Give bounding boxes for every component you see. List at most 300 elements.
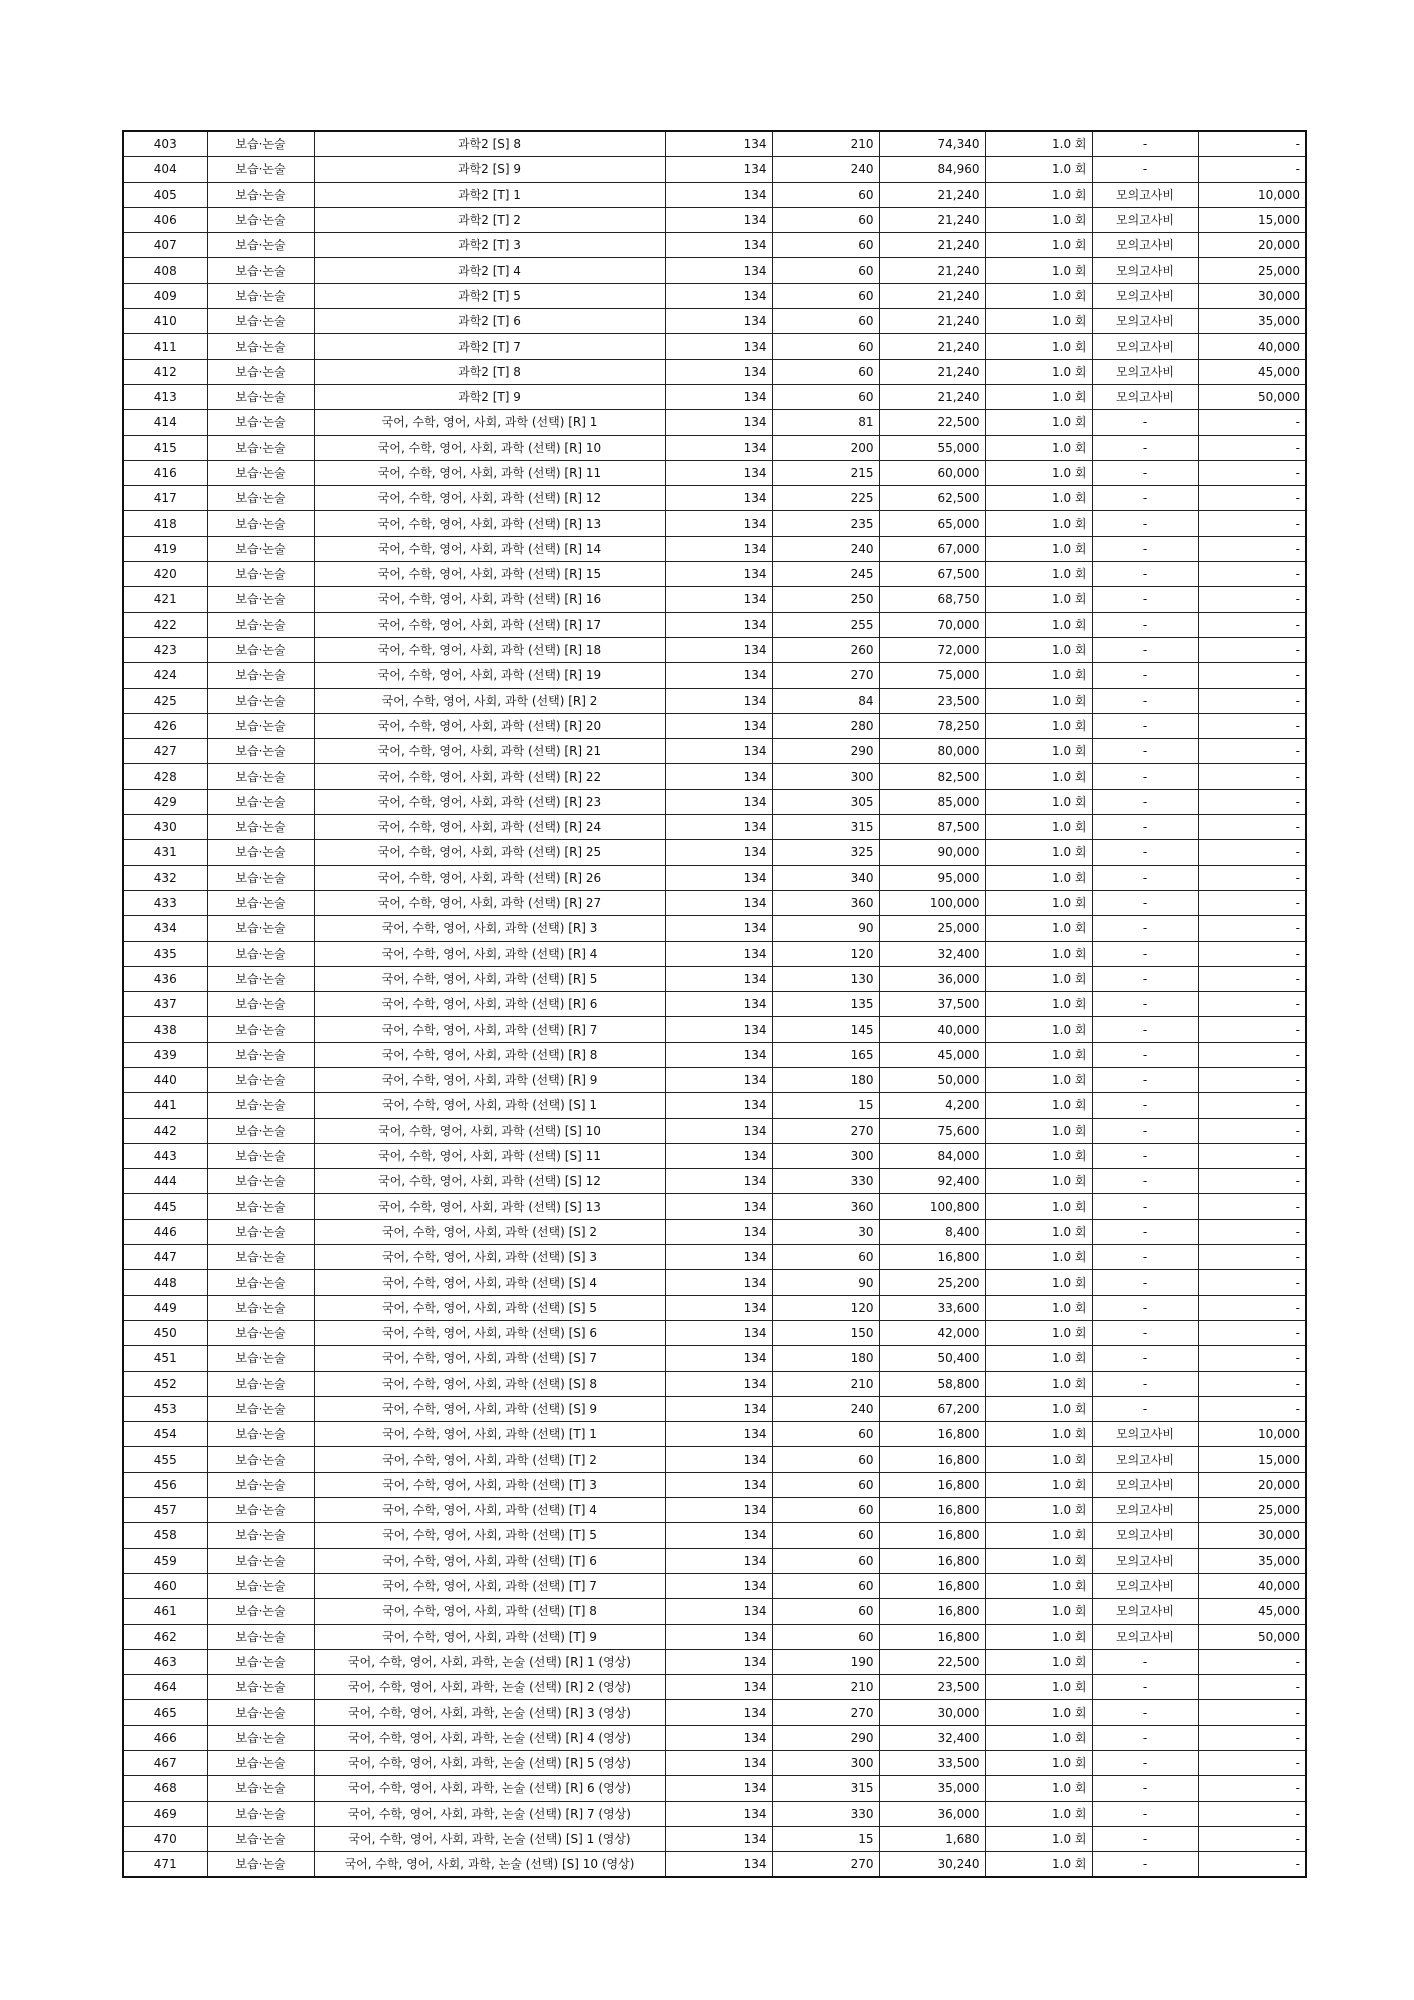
extra-item-cell: - bbox=[1092, 941, 1198, 966]
code-cell: 134 bbox=[665, 1725, 772, 1750]
fee-cell: 25,000 bbox=[879, 916, 985, 941]
category-cell: 보습·논술 bbox=[207, 1017, 314, 1042]
code-cell: 134 bbox=[665, 941, 772, 966]
frequency-cell: 1.0 회 bbox=[985, 334, 1092, 359]
row-number: 415 bbox=[123, 435, 207, 460]
code-cell: 134 bbox=[665, 410, 772, 435]
minutes-cell: 60 bbox=[772, 334, 879, 359]
fee-cell: 84,960 bbox=[879, 157, 985, 182]
code-cell: 134 bbox=[665, 283, 772, 308]
code-cell: 134 bbox=[665, 612, 772, 637]
code-cell: 134 bbox=[665, 1270, 772, 1295]
row-number: 458 bbox=[123, 1523, 207, 1548]
minutes-cell: 270 bbox=[772, 1700, 879, 1725]
fee-cell: 1,680 bbox=[879, 1826, 985, 1851]
category-cell: 보습·논술 bbox=[207, 1118, 314, 1143]
extra-item-cell: - bbox=[1092, 688, 1198, 713]
extra-amount-cell: 50,000 bbox=[1198, 1624, 1306, 1649]
extra-amount-cell: - bbox=[1198, 1371, 1306, 1396]
extra-item-cell: 모의고사비 bbox=[1092, 1624, 1198, 1649]
frequency-cell: 1.0 회 bbox=[985, 865, 1092, 890]
minutes-cell: 190 bbox=[772, 1649, 879, 1674]
table-row bbox=[123, 612, 1306, 637]
table-row bbox=[123, 1548, 1306, 1573]
course-name-cell: 국어, 수학, 영어, 사회, 과학 (선택) [T] 5 bbox=[314, 1523, 665, 1548]
fee-cell: 75,000 bbox=[879, 663, 985, 688]
table-row bbox=[123, 890, 1306, 915]
minutes-cell: 145 bbox=[772, 1017, 879, 1042]
table-row bbox=[123, 1624, 1306, 1649]
frequency-cell: 1.0 회 bbox=[985, 941, 1092, 966]
extra-amount-cell: - bbox=[1198, 1320, 1306, 1345]
code-cell: 134 bbox=[665, 739, 772, 764]
frequency-cell: 1.0 회 bbox=[985, 258, 1092, 283]
minutes-cell: 60 bbox=[772, 258, 879, 283]
category-cell: 보습·논술 bbox=[207, 1675, 314, 1700]
extra-item-cell: 모의고사비 bbox=[1092, 1472, 1198, 1497]
category-cell: 보습·논술 bbox=[207, 1573, 314, 1598]
extra-item-cell: - bbox=[1092, 1118, 1198, 1143]
minutes-cell: 120 bbox=[772, 941, 879, 966]
frequency-cell: 1.0 회 bbox=[985, 1093, 1092, 1118]
code-cell: 134 bbox=[665, 1573, 772, 1598]
minutes-cell: 270 bbox=[772, 663, 879, 688]
fee-table bbox=[122, 130, 1307, 1878]
extra-amount-cell: - bbox=[1198, 460, 1306, 485]
frequency-cell: 1.0 회 bbox=[985, 1017, 1092, 1042]
category-cell: 보습·논술 bbox=[207, 1498, 314, 1523]
table-row bbox=[123, 1346, 1306, 1371]
category-cell: 보습·논술 bbox=[207, 966, 314, 991]
row-number: 448 bbox=[123, 1270, 207, 1295]
frequency-cell: 1.0 회 bbox=[985, 1270, 1092, 1295]
course-name-cell: 국어, 수학, 영어, 사회, 과학 (선택) [R] 15 bbox=[314, 562, 665, 587]
course-name-cell: 국어, 수학, 영어, 사회, 과학, 논술 (선택) [R] 5 (영상) bbox=[314, 1751, 665, 1776]
frequency-cell: 1.0 회 bbox=[985, 562, 1092, 587]
extra-item-cell: - bbox=[1092, 460, 1198, 485]
frequency-cell: 1.0 회 bbox=[985, 1675, 1092, 1700]
extra-item-cell: - bbox=[1092, 1042, 1198, 1067]
course-name-cell: 국어, 수학, 영어, 사회, 과학 (선택) [R] 20 bbox=[314, 713, 665, 738]
fee-cell: 75,600 bbox=[879, 1118, 985, 1143]
code-cell: 134 bbox=[665, 1346, 772, 1371]
extra-item-cell: - bbox=[1092, 1801, 1198, 1826]
table-row bbox=[123, 1725, 1306, 1750]
code-cell: 134 bbox=[665, 587, 772, 612]
course-name-cell: 국어, 수학, 영어, 사회, 과학 (선택) [R] 2 bbox=[314, 688, 665, 713]
category-cell: 보습·논술 bbox=[207, 1093, 314, 1118]
frequency-cell: 1.0 회 bbox=[985, 309, 1092, 334]
extra-amount-cell: - bbox=[1198, 511, 1306, 536]
minutes-cell: 60 bbox=[772, 1422, 879, 1447]
minutes-cell: 60 bbox=[772, 207, 879, 232]
category-cell: 보습·논술 bbox=[207, 283, 314, 308]
table-row bbox=[123, 233, 1306, 258]
category-cell: 보습·논술 bbox=[207, 1548, 314, 1573]
code-cell: 134 bbox=[665, 789, 772, 814]
minutes-cell: 180 bbox=[772, 1346, 879, 1371]
course-name-cell: 과학2 [T] 1 bbox=[314, 182, 665, 207]
course-name-cell: 과학2 [T] 6 bbox=[314, 309, 665, 334]
extra-item-cell: - bbox=[1092, 992, 1198, 1017]
row-number: 403 bbox=[123, 131, 207, 157]
course-name-cell: 국어, 수학, 영어, 사회, 과학 (선택) [R] 3 bbox=[314, 916, 665, 941]
course-name-cell: 과학2 [T] 9 bbox=[314, 384, 665, 409]
code-cell: 134 bbox=[665, 207, 772, 232]
course-name-cell: 국어, 수학, 영어, 사회, 과학 (선택) [T] 8 bbox=[314, 1599, 665, 1624]
category-cell: 보습·논술 bbox=[207, 309, 314, 334]
fee-cell: 8,400 bbox=[879, 1219, 985, 1244]
category-cell: 보습·논술 bbox=[207, 1067, 314, 1092]
row-number: 407 bbox=[123, 233, 207, 258]
extra-item-cell: - bbox=[1092, 966, 1198, 991]
row-number: 432 bbox=[123, 865, 207, 890]
row-number: 429 bbox=[123, 789, 207, 814]
table-row bbox=[123, 1143, 1306, 1168]
table-row bbox=[123, 1219, 1306, 1244]
minutes-cell: 60 bbox=[772, 1245, 879, 1270]
minutes-cell: 210 bbox=[772, 1675, 879, 1700]
category-cell: 보습·논술 bbox=[207, 764, 314, 789]
fee-cell: 36,000 bbox=[879, 966, 985, 991]
fee-cell: 16,800 bbox=[879, 1548, 985, 1573]
frequency-cell: 1.0 회 bbox=[985, 1649, 1092, 1674]
course-name-cell: 과학2 [T] 7 bbox=[314, 334, 665, 359]
frequency-cell: 1.0 회 bbox=[985, 1498, 1092, 1523]
category-cell: 보습·논술 bbox=[207, 1472, 314, 1497]
fee-cell: 21,240 bbox=[879, 359, 985, 384]
frequency-cell: 1.0 회 bbox=[985, 1169, 1092, 1194]
code-cell: 134 bbox=[665, 562, 772, 587]
category-cell: 보습·논술 bbox=[207, 486, 314, 511]
course-name-cell: 국어, 수학, 영어, 사회, 과학 (선택) [R] 25 bbox=[314, 840, 665, 865]
frequency-cell: 1.0 회 bbox=[985, 1295, 1092, 1320]
row-number: 410 bbox=[123, 309, 207, 334]
extra-amount-cell: - bbox=[1198, 890, 1306, 915]
course-name-cell: 국어, 수학, 영어, 사회, 과학 (선택) [R] 13 bbox=[314, 511, 665, 536]
extra-item-cell: - bbox=[1092, 1194, 1198, 1219]
row-number: 442 bbox=[123, 1118, 207, 1143]
row-number: 411 bbox=[123, 334, 207, 359]
frequency-cell: 1.0 회 bbox=[985, 789, 1092, 814]
extra-amount-cell: - bbox=[1198, 1396, 1306, 1421]
table-row bbox=[123, 815, 1306, 840]
extra-item-cell: - bbox=[1092, 1826, 1198, 1851]
code-cell: 134 bbox=[665, 233, 772, 258]
extra-amount-cell: - bbox=[1198, 840, 1306, 865]
frequency-cell: 1.0 회 bbox=[985, 992, 1092, 1017]
course-name-cell: 국어, 수학, 영어, 사회, 과학 (선택) [T] 4 bbox=[314, 1498, 665, 1523]
row-number: 433 bbox=[123, 890, 207, 915]
row-number: 446 bbox=[123, 1219, 207, 1244]
extra-amount-cell: 35,000 bbox=[1198, 1548, 1306, 1573]
course-name-cell: 국어, 수학, 영어, 사회, 과학 (선택) [T] 2 bbox=[314, 1447, 665, 1472]
extra-amount-cell: - bbox=[1198, 1219, 1306, 1244]
extra-amount-cell: - bbox=[1198, 1751, 1306, 1776]
fee-cell: 87,500 bbox=[879, 815, 985, 840]
extra-amount-cell: 40,000 bbox=[1198, 1573, 1306, 1598]
code-cell: 134 bbox=[665, 1498, 772, 1523]
category-cell: 보습·논술 bbox=[207, 207, 314, 232]
minutes-cell: 240 bbox=[772, 536, 879, 561]
extra-amount-cell: - bbox=[1198, 1295, 1306, 1320]
minutes-cell: 60 bbox=[772, 1447, 879, 1472]
extra-amount-cell: - bbox=[1198, 131, 1306, 157]
extra-item-cell: - bbox=[1092, 1067, 1198, 1092]
extra-item-cell: - bbox=[1092, 890, 1198, 915]
course-name-cell: 국어, 수학, 영어, 사회, 과학 (선택) [S] 12 bbox=[314, 1169, 665, 1194]
extra-amount-cell: - bbox=[1198, 1852, 1306, 1878]
extra-item-cell: - bbox=[1092, 1675, 1198, 1700]
fee-cell: 40,000 bbox=[879, 1017, 985, 1042]
extra-amount-cell: - bbox=[1198, 1194, 1306, 1219]
table-row bbox=[123, 435, 1306, 460]
frequency-cell: 1.0 회 bbox=[985, 1320, 1092, 1345]
extra-amount-cell: - bbox=[1198, 1169, 1306, 1194]
extra-item-cell: 모의고사비 bbox=[1092, 1498, 1198, 1523]
minutes-cell: 60 bbox=[772, 182, 879, 207]
code-cell: 134 bbox=[665, 1118, 772, 1143]
table-row bbox=[123, 688, 1306, 713]
extra-item-cell: - bbox=[1092, 587, 1198, 612]
course-name-cell: 국어, 수학, 영어, 사회, 과학 (선택) [R] 1 bbox=[314, 410, 665, 435]
course-name-cell: 국어, 수학, 영어, 사회, 과학 (선택) [R] 7 bbox=[314, 1017, 665, 1042]
minutes-cell: 60 bbox=[772, 1498, 879, 1523]
minutes-cell: 245 bbox=[772, 562, 879, 587]
category-cell: 보습·논술 bbox=[207, 890, 314, 915]
category-cell: 보습·논술 bbox=[207, 789, 314, 814]
row-number: 416 bbox=[123, 460, 207, 485]
fee-cell: 74,340 bbox=[879, 131, 985, 157]
extra-item-cell: - bbox=[1092, 1700, 1198, 1725]
fee-cell: 50,400 bbox=[879, 1346, 985, 1371]
table-row bbox=[123, 637, 1306, 662]
course-name-cell: 국어, 수학, 영어, 사회, 과학 (선택) [S] 6 bbox=[314, 1320, 665, 1345]
extra-item-cell: 모의고사비 bbox=[1092, 384, 1198, 409]
extra-amount-cell: - bbox=[1198, 865, 1306, 890]
extra-item-cell: - bbox=[1092, 789, 1198, 814]
table-row bbox=[123, 258, 1306, 283]
frequency-cell: 1.0 회 bbox=[985, 1852, 1092, 1878]
row-number: 428 bbox=[123, 764, 207, 789]
course-name-cell: 국어, 수학, 영어, 사회, 과학 (선택) [R] 24 bbox=[314, 815, 665, 840]
course-name-cell: 국어, 수학, 영어, 사회, 과학 (선택) [T] 6 bbox=[314, 1548, 665, 1573]
frequency-cell: 1.0 회 bbox=[985, 1751, 1092, 1776]
frequency-cell: 1.0 회 bbox=[985, 1447, 1092, 1472]
course-name-cell: 과학2 [S] 8 bbox=[314, 131, 665, 157]
category-cell: 보습·논술 bbox=[207, 865, 314, 890]
extra-amount-cell: - bbox=[1198, 536, 1306, 561]
table-row bbox=[123, 157, 1306, 182]
extra-amount-cell: - bbox=[1198, 612, 1306, 637]
minutes-cell: 165 bbox=[772, 1042, 879, 1067]
category-cell: 보습·논술 bbox=[207, 739, 314, 764]
row-number: 425 bbox=[123, 688, 207, 713]
fee-cell: 21,240 bbox=[879, 384, 985, 409]
course-name-cell: 국어, 수학, 영어, 사회, 과학 (선택) [R] 17 bbox=[314, 612, 665, 637]
course-name-cell: 국어, 수학, 영어, 사회, 과학, 논술 (선택) [R] 4 (영상) bbox=[314, 1725, 665, 1750]
table-row bbox=[123, 1573, 1306, 1598]
minutes-cell: 305 bbox=[772, 789, 879, 814]
course-name-cell: 국어, 수학, 영어, 사회, 과학 (선택) [S] 7 bbox=[314, 1346, 665, 1371]
category-cell: 보습·논술 bbox=[207, 1826, 314, 1851]
extra-item-cell: - bbox=[1092, 1649, 1198, 1674]
code-cell: 134 bbox=[665, 1371, 772, 1396]
fee-cell: 100,800 bbox=[879, 1194, 985, 1219]
row-number: 420 bbox=[123, 562, 207, 587]
course-name-cell: 국어, 수학, 영어, 사회, 과학 (선택) [R] 6 bbox=[314, 992, 665, 1017]
extra-item-cell: - bbox=[1092, 1169, 1198, 1194]
fee-cell: 21,240 bbox=[879, 283, 985, 308]
row-number: 418 bbox=[123, 511, 207, 536]
extra-amount-cell: 25,000 bbox=[1198, 1498, 1306, 1523]
table-row bbox=[123, 1118, 1306, 1143]
minutes-cell: 60 bbox=[772, 1599, 879, 1624]
course-name-cell: 과학2 [T] 8 bbox=[314, 359, 665, 384]
extra-item-cell: 모의고사비 bbox=[1092, 359, 1198, 384]
table-row bbox=[123, 1396, 1306, 1421]
row-number: 406 bbox=[123, 207, 207, 232]
category-cell: 보습·논술 bbox=[207, 1725, 314, 1750]
frequency-cell: 1.0 회 bbox=[985, 637, 1092, 662]
row-number: 467 bbox=[123, 1751, 207, 1776]
minutes-cell: 180 bbox=[772, 1067, 879, 1092]
frequency-cell: 1.0 회 bbox=[985, 1042, 1092, 1067]
fee-cell: 80,000 bbox=[879, 739, 985, 764]
fee-cell: 30,000 bbox=[879, 1700, 985, 1725]
minutes-cell: 290 bbox=[772, 1725, 879, 1750]
row-number: 468 bbox=[123, 1776, 207, 1801]
minutes-cell: 90 bbox=[772, 1270, 879, 1295]
minutes-cell: 210 bbox=[772, 1371, 879, 1396]
extra-item-cell: - bbox=[1092, 131, 1198, 157]
extra-item-cell: - bbox=[1092, 1776, 1198, 1801]
extra-amount-cell: - bbox=[1198, 992, 1306, 1017]
minutes-cell: 15 bbox=[772, 1093, 879, 1118]
minutes-cell: 255 bbox=[772, 612, 879, 637]
extra-amount-cell: - bbox=[1198, 637, 1306, 662]
table-row bbox=[123, 1017, 1306, 1042]
course-name-cell: 국어, 수학, 영어, 사회, 과학, 논술 (선택) [S] 1 (영상) bbox=[314, 1826, 665, 1851]
category-cell: 보습·논술 bbox=[207, 1422, 314, 1447]
category-cell: 보습·논술 bbox=[207, 435, 314, 460]
category-cell: 보습·논술 bbox=[207, 131, 314, 157]
table-row bbox=[123, 1472, 1306, 1497]
course-name-cell: 국어, 수학, 영어, 사회, 과학 (선택) [R] 8 bbox=[314, 1042, 665, 1067]
row-number: 444 bbox=[123, 1169, 207, 1194]
row-number: 408 bbox=[123, 258, 207, 283]
extra-item-cell: - bbox=[1092, 1219, 1198, 1244]
code-cell: 134 bbox=[665, 334, 772, 359]
frequency-cell: 1.0 회 bbox=[985, 1725, 1092, 1750]
category-cell: 보습·논술 bbox=[207, 1852, 314, 1878]
extra-amount-cell: - bbox=[1198, 764, 1306, 789]
table-row bbox=[123, 1042, 1306, 1067]
extra-item-cell: - bbox=[1092, 1346, 1198, 1371]
extra-amount-cell: - bbox=[1198, 1776, 1306, 1801]
category-cell: 보습·논술 bbox=[207, 941, 314, 966]
category-cell: 보습·논술 bbox=[207, 1396, 314, 1421]
extra-amount-cell: - bbox=[1198, 1801, 1306, 1826]
extra-item-cell: - bbox=[1092, 1017, 1198, 1042]
row-number: 439 bbox=[123, 1042, 207, 1067]
category-cell: 보습·논술 bbox=[207, 916, 314, 941]
frequency-cell: 1.0 회 bbox=[985, 1422, 1092, 1447]
frequency-cell: 1.0 회 bbox=[985, 486, 1092, 511]
frequency-cell: 1.0 회 bbox=[985, 1801, 1092, 1826]
row-number: 441 bbox=[123, 1093, 207, 1118]
category-cell: 보습·논술 bbox=[207, 713, 314, 738]
fee-cell: 85,000 bbox=[879, 789, 985, 814]
fee-cell: 16,800 bbox=[879, 1624, 985, 1649]
row-number: 470 bbox=[123, 1826, 207, 1851]
extra-item-cell: 모의고사비 bbox=[1092, 233, 1198, 258]
row-number: 434 bbox=[123, 916, 207, 941]
course-name-cell: 국어, 수학, 영어, 사회, 과학 (선택) [T] 3 bbox=[314, 1472, 665, 1497]
category-cell: 보습·논술 bbox=[207, 1245, 314, 1270]
category-cell: 보습·논술 bbox=[207, 1801, 314, 1826]
extra-item-cell: 모의고사비 bbox=[1092, 1599, 1198, 1624]
code-cell: 134 bbox=[665, 1675, 772, 1700]
fee-cell: 21,240 bbox=[879, 258, 985, 283]
course-name-cell: 국어, 수학, 영어, 사회, 과학, 논술 (선택) [R] 7 (영상) bbox=[314, 1801, 665, 1826]
extra-amount-cell: 20,000 bbox=[1198, 233, 1306, 258]
code-cell: 134 bbox=[665, 637, 772, 662]
table-row bbox=[123, 1675, 1306, 1700]
category-cell: 보습·논술 bbox=[207, 410, 314, 435]
category-cell: 보습·논술 bbox=[207, 1700, 314, 1725]
course-name-cell: 국어, 수학, 영어, 사회, 과학 (선택) [R] 23 bbox=[314, 789, 665, 814]
course-name-cell: 국어, 수학, 영어, 사회, 과학 (선택) [S] 5 bbox=[314, 1295, 665, 1320]
fee-cell: 100,000 bbox=[879, 890, 985, 915]
frequency-cell: 1.0 회 bbox=[985, 1624, 1092, 1649]
frequency-cell: 1.0 회 bbox=[985, 1599, 1092, 1624]
table-row bbox=[123, 562, 1306, 587]
category-cell: 보습·논술 bbox=[207, 562, 314, 587]
fee-cell: 16,800 bbox=[879, 1599, 985, 1624]
row-number: 465 bbox=[123, 1700, 207, 1725]
course-name-cell: 국어, 수학, 영어, 사회, 과학 (선택) [R] 14 bbox=[314, 536, 665, 561]
extra-amount-cell: - bbox=[1198, 739, 1306, 764]
fee-cell: 23,500 bbox=[879, 688, 985, 713]
code-cell: 134 bbox=[665, 865, 772, 890]
code-cell: 134 bbox=[665, 1472, 772, 1497]
code-cell: 134 bbox=[665, 1599, 772, 1624]
extra-amount-cell: - bbox=[1198, 663, 1306, 688]
table-row bbox=[123, 1852, 1306, 1878]
row-number: 431 bbox=[123, 840, 207, 865]
code-cell: 134 bbox=[665, 815, 772, 840]
row-number: 413 bbox=[123, 384, 207, 409]
fee-cell: 16,800 bbox=[879, 1472, 985, 1497]
frequency-cell: 1.0 회 bbox=[985, 233, 1092, 258]
table-row bbox=[123, 182, 1306, 207]
minutes-cell: 84 bbox=[772, 688, 879, 713]
frequency-cell: 1.0 회 bbox=[985, 1067, 1092, 1092]
extra-amount-cell: 15,000 bbox=[1198, 207, 1306, 232]
course-name-cell: 국어, 수학, 영어, 사회, 과학 (선택) [R] 12 bbox=[314, 486, 665, 511]
fee-cell: 16,800 bbox=[879, 1422, 985, 1447]
extra-item-cell: - bbox=[1092, 1320, 1198, 1345]
course-name-cell: 국어, 수학, 영어, 사회, 과학 (선택) [R] 9 bbox=[314, 1067, 665, 1092]
frequency-cell: 1.0 회 bbox=[985, 587, 1092, 612]
extra-item-cell: - bbox=[1092, 764, 1198, 789]
code-cell: 134 bbox=[665, 1826, 772, 1851]
minutes-cell: 60 bbox=[772, 233, 879, 258]
table-row bbox=[123, 1751, 1306, 1776]
fee-cell: 68,750 bbox=[879, 587, 985, 612]
table-row bbox=[123, 486, 1306, 511]
